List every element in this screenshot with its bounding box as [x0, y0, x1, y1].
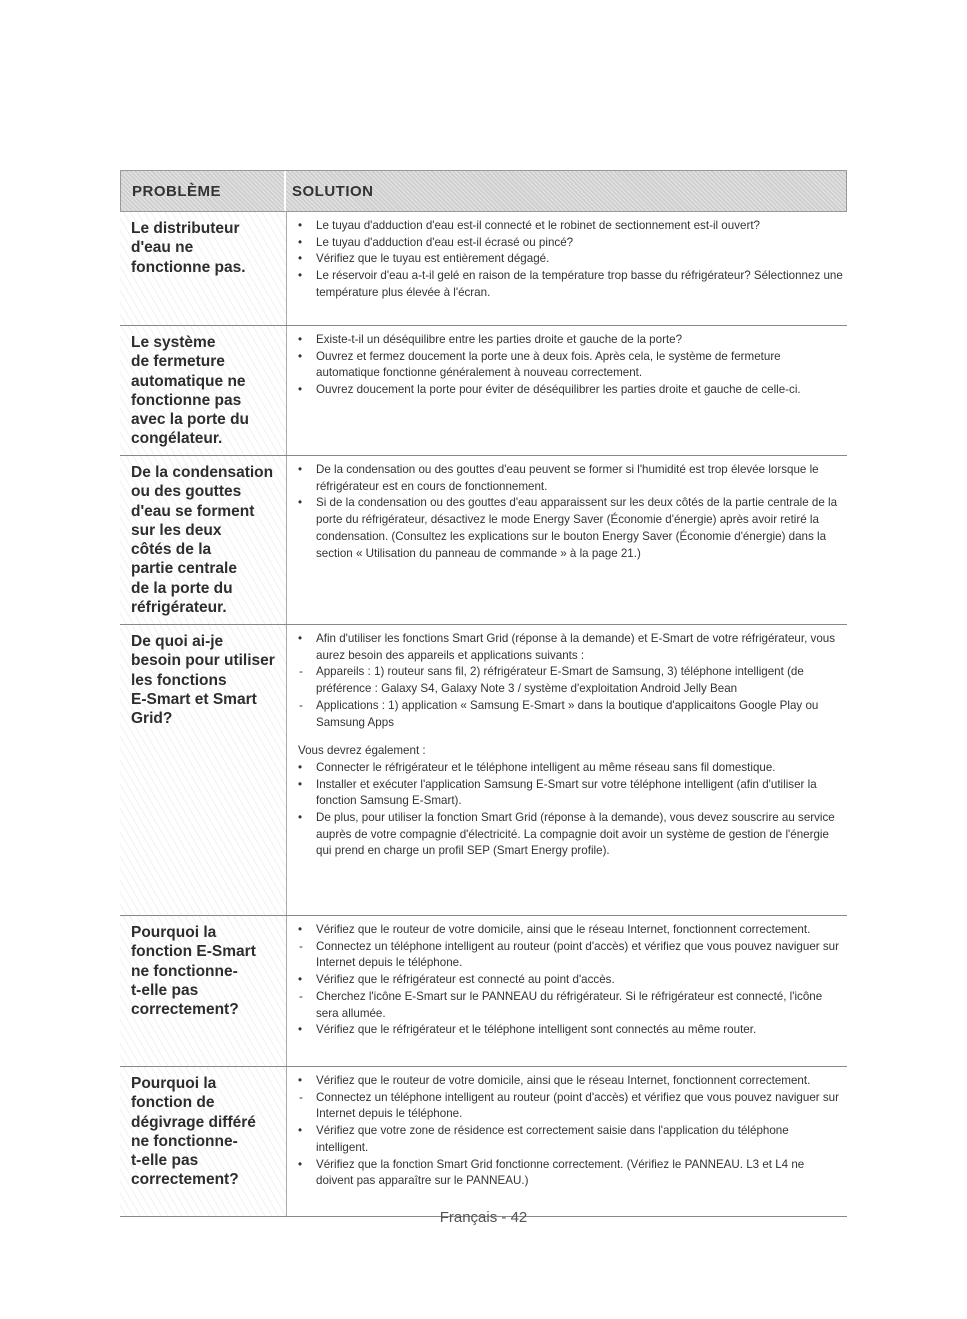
dash-item: - Applications : 1) application « Samsung E-Smart » dans la boutique d'applicaitons Google Play ou Samsung Apps: [298, 698, 843, 731]
bullet-item: • De plus, pour utiliser la fonction Smart Grid (réponse à la demande), vous devez souscrire au service auprès de votre compagnie d'électricité. La compagnie doit avoir un système de gestion de l'énergie qui prend en charge un profil SEP (Smart Energy profile).: [298, 810, 843, 860]
dash-item: - Appareils : 1) routeur sans fil, 2) réfrigérateur E-Smart de Samsung, 3) téléphone intelligent (de préférence : Galaxy S4, Galaxy Note 3 / système d'exploitation Android Jelly Bean: [298, 664, 843, 697]
problem-cell: [120, 1067, 287, 1216]
table-row: [120, 326, 847, 456]
problem-line: correctement?: [131, 1171, 239, 1189]
problem-line: Pourquoi la: [131, 924, 217, 941]
bullet-item: • Vérifiez que le routeur de votre domicile, ainsi que le réseau Internet, fonctionnent correctement.: [298, 1073, 843, 1090]
table-header: [120, 170, 847, 212]
problem-line: réfrigérateur.: [131, 599, 227, 617]
problem-line: automatique ne: [131, 372, 246, 390]
problem-line: côtés de la: [131, 541, 212, 559]
problem-line: sur les deux: [131, 521, 222, 539]
problem-line: E-Smart et Smart: [131, 690, 257, 708]
bullet-item: • Installer et exécuter l'application Samsung E-Smart sur votre téléphone intelligent (afin d'utiliser la fonction Samsung E-Smart).: [298, 777, 843, 810]
bullet-item: • Si de la condensation ou des gouttes d'eau apparaissent sur les deux côtés de la partie centrale de la porte du réfrigérateur, désactivez le mode Energy Saver (Économie d'énergie) après avoir retiré la condensation. (Consultez les explications sur le bouton Energy Saver (Économie d'énergie) dans la section « Utilisation du panneau de commande » à la page 21.): [298, 495, 843, 562]
dash-item: - Connectez un téléphone intelligent au routeur (point d'accès) et vérifiez que vous pouvez naviguer sur Internet depuis le téléphone.: [298, 939, 843, 972]
problem-line: dégivrage différé: [131, 1113, 256, 1131]
problem-cell: [120, 212, 287, 325]
bullet-item: • De la condensation ou des gouttes d'eau peuvent se former si l'humidité est trop élevée lorsque le réfrigérateur est en cours de fonctionnement.: [298, 462, 843, 495]
problem-line: partie centrale: [131, 560, 237, 578]
problem-line: ne fonctionne-: [131, 962, 238, 980]
table-row: [120, 456, 847, 625]
table-row: [120, 916, 847, 1067]
bullet-item: • Ouvrez et fermez doucement la porte une à deux fois. Après cela, le système de fermeture automatique fonctionne généralement à nouveau correctement.: [298, 349, 843, 382]
dash-item: - Connectez un téléphone intelligent au routeur (point d'accès) et vérifiez que vous pouvez naviguer sur Internet depuis le téléphone.: [298, 1090, 843, 1123]
problem-line: de la porte du: [131, 579, 233, 597]
bullet-item: • Le réservoir d'eau a-t-il gelé en raison de la température trop basse du réfrigérateur? Sélectionnez une température plus élevée à l'écran.: [298, 268, 843, 301]
problem-column-header: PROBLÈME: [132, 183, 222, 200]
problem-line: De la condensation: [131, 464, 274, 481]
problem-line: t-elle pas: [131, 981, 199, 999]
troubleshooting-table: [120, 170, 847, 1217]
problem-line: fonction E-Smart: [131, 943, 256, 961]
problem-line: t-elle pas: [131, 1152, 199, 1170]
bullet-item: • Vérifiez que le réfrigérateur est connecté au point d'accès.: [298, 972, 843, 989]
bullet-item: • Afin d'utiliser les fonctions Smart Grid (réponse à la demande) et E-Smart de votre réfrigérateur, vous aurez besoin des appareils et applications suivants :: [298, 631, 843, 664]
bullet-item: • Vérifiez que le routeur de votre domicile, ainsi que le réseau Internet, fonctionnent correctement.: [298, 922, 843, 939]
page-footer: Français - 42: [439, 1209, 528, 1226]
problem-line: Le système: [131, 334, 216, 351]
problem-line: fonctionne pas: [131, 391, 242, 409]
table-row: [120, 1067, 847, 1217]
problem-line: fonction de: [131, 1094, 215, 1112]
bullet-item: • Ouvrez doucement la porte pour éviter de déséquilibrer les parties droite et gauche de celle-ci.: [298, 382, 843, 399]
bullet-item: • Vérifiez que le tuyau est entièrement dégagé.: [298, 251, 843, 268]
table-body: [120, 212, 847, 1217]
problem-line: De quoi ai-je: [131, 633, 224, 650]
solution-cell: [287, 326, 847, 455]
bullet-item: • Existe-t-il un déséquilibre entre les parties droite et gauche de la porte?: [298, 332, 843, 349]
bullet-item: • Vérifiez que votre zone de résidence est correctement saisie dans l'application du téléphone intelligent.: [298, 1123, 843, 1156]
problem-line: ou des gouttes: [131, 483, 242, 501]
problem-line: avec la porte du: [131, 411, 250, 429]
problem-line: fonctionne pas.: [131, 258, 246, 276]
paragraph: Vous devrez également :: [298, 744, 426, 758]
problem-cell: [120, 456, 287, 624]
spacer: [298, 731, 843, 743]
problem-line: Pourquoi la: [131, 1075, 217, 1092]
problem-line: correctement?: [131, 1001, 239, 1019]
dash-item: - Cherchez l'icône E-Smart sur le PANNEAU du réfrigérateur. Si le réfrigérateur est connecté, l'icône sera allumée.: [298, 989, 843, 1022]
problem-line: ne fonctionne-: [131, 1132, 238, 1150]
problem-line: d'eau se forment: [131, 502, 255, 520]
solution-cell: [287, 625, 847, 915]
solution-cell: [287, 916, 847, 1066]
table-row: [120, 625, 847, 916]
problem-line: de fermeture: [131, 353, 225, 371]
header-divider: [284, 171, 286, 211]
bullet-item: • Vérifiez que la fonction Smart Grid fonctionne correctement. (Vérifiez le PANNEAU. L3 et L4 ne doivent pas apparaître sur le PANNEAU.): [298, 1157, 843, 1190]
solution-cell: [287, 456, 847, 624]
solution-cell: [287, 1067, 847, 1216]
solution-column-header: SOLUTION: [292, 183, 374, 200]
problem-line: besoin pour utiliser: [131, 652, 275, 670]
bullet-item: • Le tuyau d'adduction d'eau est-il connecté et le robinet de sectionnement est-il ouvert?: [298, 218, 843, 235]
bullet-item: • Connecter le réfrigérateur et le téléphone intelligent au même réseau sans fil domestique.: [298, 760, 843, 777]
bullet-item: • Vérifiez que le réfrigérateur et le téléphone intelligent sont connectés au même router.: [298, 1022, 843, 1039]
problem-line: d'eau ne: [131, 239, 194, 257]
problem-line: les fonctions: [131, 671, 227, 689]
table-row: [120, 212, 847, 326]
problem-line: Le distributeur: [131, 220, 240, 237]
problem-cell: [120, 326, 287, 455]
problem-cell: [120, 916, 287, 1066]
solution-cell: [287, 212, 847, 325]
problem-line: congélateur.: [131, 430, 223, 448]
bullet-item: • Le tuyau d'adduction d'eau est-il écrasé ou pincé?: [298, 235, 843, 252]
problem-line: Grid?: [131, 710, 173, 728]
problem-cell: [120, 625, 287, 915]
